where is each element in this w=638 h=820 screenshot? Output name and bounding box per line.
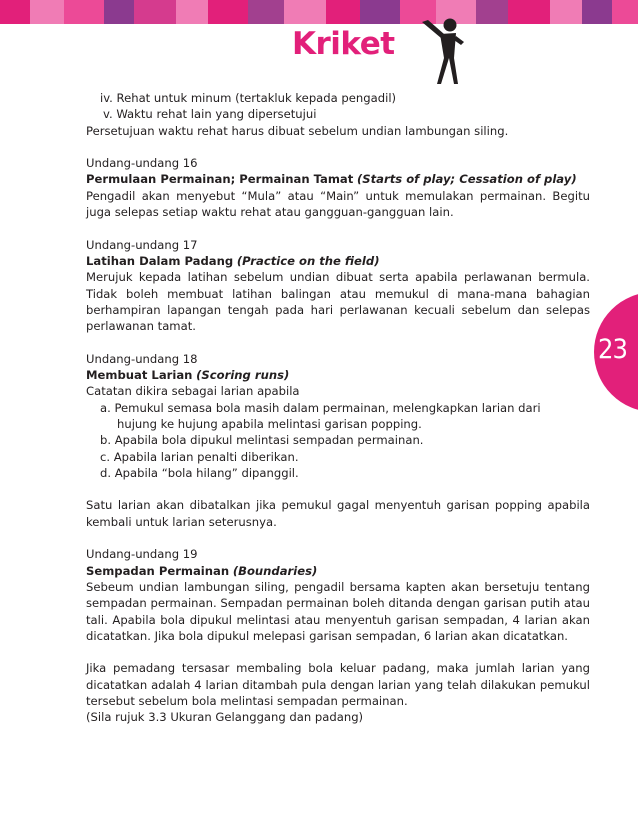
law19-title: Sempadan Permainan xyxy=(86,563,230,578)
law18-item-a-cont: hujung ke hujung apabila melintasi garisan popping. xyxy=(117,416,422,431)
law18-note: Satu larian akan dibatalkan jika pemukul gagal menyentuh garisan popping apabila kembali untuk larian seterusnya. xyxy=(86,498,590,529)
agreement-paragraph: Persetujuan waktu rehat harus dibuat sebelum undian lambungan siling. xyxy=(86,123,509,138)
law19-text2: Jika pemadang tersasar membaling bola keluar padang, maka jumlah larian yang dicatatkan adalah 4 larian ditambah pula dengan larian yang telah dilakukan pemukul tersebut sebelum bola melintasi sempadan permainan. xyxy=(86,661,590,708)
list-item-v: v. Waktu rehat lain yang dipersetujui xyxy=(103,107,317,122)
law19-title-en: (Boundaries) xyxy=(232,563,318,578)
law18-title-en: (Scoring runs) xyxy=(196,368,290,383)
law18-item-d: d. Apabila “bola hilang” dipanggil. xyxy=(100,465,299,480)
law16-text: Pengadil akan menyebut “Mula” atau “Main” untuk memulakan permainan. Begitu juga selepas setiap waktu rehat atau gangguan-gangguan lain. xyxy=(86,188,590,220)
law18-number: Undang-undang 18 xyxy=(86,351,198,366)
cricket-player-icon xyxy=(414,14,474,86)
law18-title: Membuat Larian xyxy=(86,368,193,383)
page-number: 23 xyxy=(598,334,627,365)
law19-number: Undang-undang 19 xyxy=(86,547,198,562)
law19-reference: (Sila rujuk 3.3 Ukuran Gelanggang dan padang) xyxy=(86,710,364,725)
law18-intro: Catatan dikira sebagai larian apabila xyxy=(86,384,300,399)
law16-title: Permulaan Permainan; Permainan Tamat xyxy=(86,172,354,187)
law17-title: Latihan Dalam Padang xyxy=(86,253,234,268)
law19-heading xyxy=(86,563,590,579)
law18-item-a: a. Pemukul semasa bola masih dalam permainan, melengkapkan larian dari xyxy=(100,400,541,415)
law18-heading xyxy=(86,367,590,383)
law17-heading xyxy=(86,253,590,269)
header-stripe-band xyxy=(0,0,638,24)
law17-title-en: (Practice on the field) xyxy=(236,253,380,268)
law19-text: Sebeum undian lambungan siling, pengadil bersama kapten akan bersetuju tentang sempadan permainan. Sempadan permainan boleh ditanda dengan garisan putih atau tali. Apabila bola dipukul melintasi atau menyentuh garisan sempadan, 4 larian akan dicatatkan. Jika bola dipukul melepasi garisan sempadan, 6 larian akan dicatatkan. xyxy=(86,579,590,643)
law18-item-b: b. Apabila bola dipukul melintasi sempadan permainan. xyxy=(100,433,424,448)
law16-number: Undang-undang 16 xyxy=(86,156,198,171)
document-body xyxy=(86,90,590,726)
law18-item-c: c. Apabila larian penalti diberikan. xyxy=(100,449,299,464)
list-item-iv: iv. Rehat untuk minum (tertakluk kepada pengadil) xyxy=(100,91,397,105)
law17-text: Merujuk kepada latihan sebelum undian dibuat serta apabila perlawanan bermula. Tidak boleh membuat latihan balingan atau memukul di mana-mana bahagian berhampiran lapangan tengah pada hari perlawanan kecuali sebelum dan selepas perlawanan tamat. xyxy=(86,270,590,334)
law17-number: Undang-undang 17 xyxy=(86,237,198,252)
law16-title-en: (Starts of play; Cessation of play) xyxy=(356,172,577,187)
law16-heading xyxy=(86,171,590,187)
chapter-title: Kriket xyxy=(292,26,395,62)
